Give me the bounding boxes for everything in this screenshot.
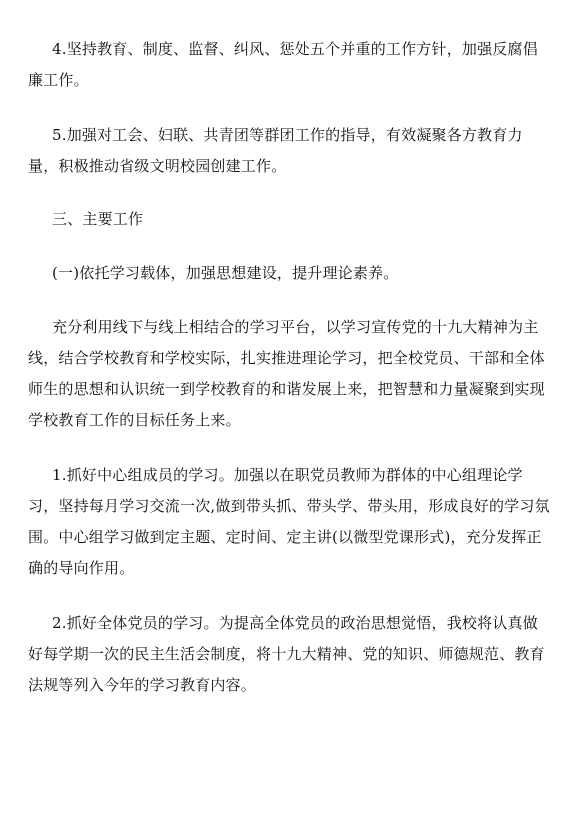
section-heading-main-work: 三、主要工作 [52,210,144,228]
paragraph-learning-platform: 充分利用线下与线上相结合的学习平台，以学习宣传党的十九大精神为主线，结合学校教育和学校实际，扎实推进理论学习，把全校党员、干部和全体师生的思想和认识统一到学校教育的和谐发展上来，把智慧和力量凝聚到实现学校教育工作的目标任务上来。 [28,318,545,429]
paragraph-policy-item-5: 5.加强对工会、妇联、共青团等群团工作的指导，有效凝聚各方教育力量，积极推动省级文明校园创建工作。 [28,126,523,175]
paragraph-policy-item-4: 4.坚持教育、制度、监督、纠风、惩处五个并重的工作方针，加强反腐倡廉工作。 [28,40,538,89]
subheading-study-carrier: (一)依托学习载体，加强思想建设，提升理论素养。 [52,264,399,282]
paragraph-central-group-study: 1.抓好中心组成员的学习。加强以在职党员教师为群体的中心组理论学习，坚持每月学习交流一次,做到带头抓、带头学、带头用，形成良好的学习氛围。中心组学习做到定主题、定时间、定主讲(以微型党课形式)，充分发挥正确的导向作用。 [28,466,550,577]
paragraph-party-member-study: 2.抓好全体党员的学习。为提高全体党员的政治思想觉悟，我校将认真做好每学期一次的民主生活会制度，将十九大精神、党的知识、师德规范、教育法规等列入今年的学习教育内容。 [28,614,545,694]
